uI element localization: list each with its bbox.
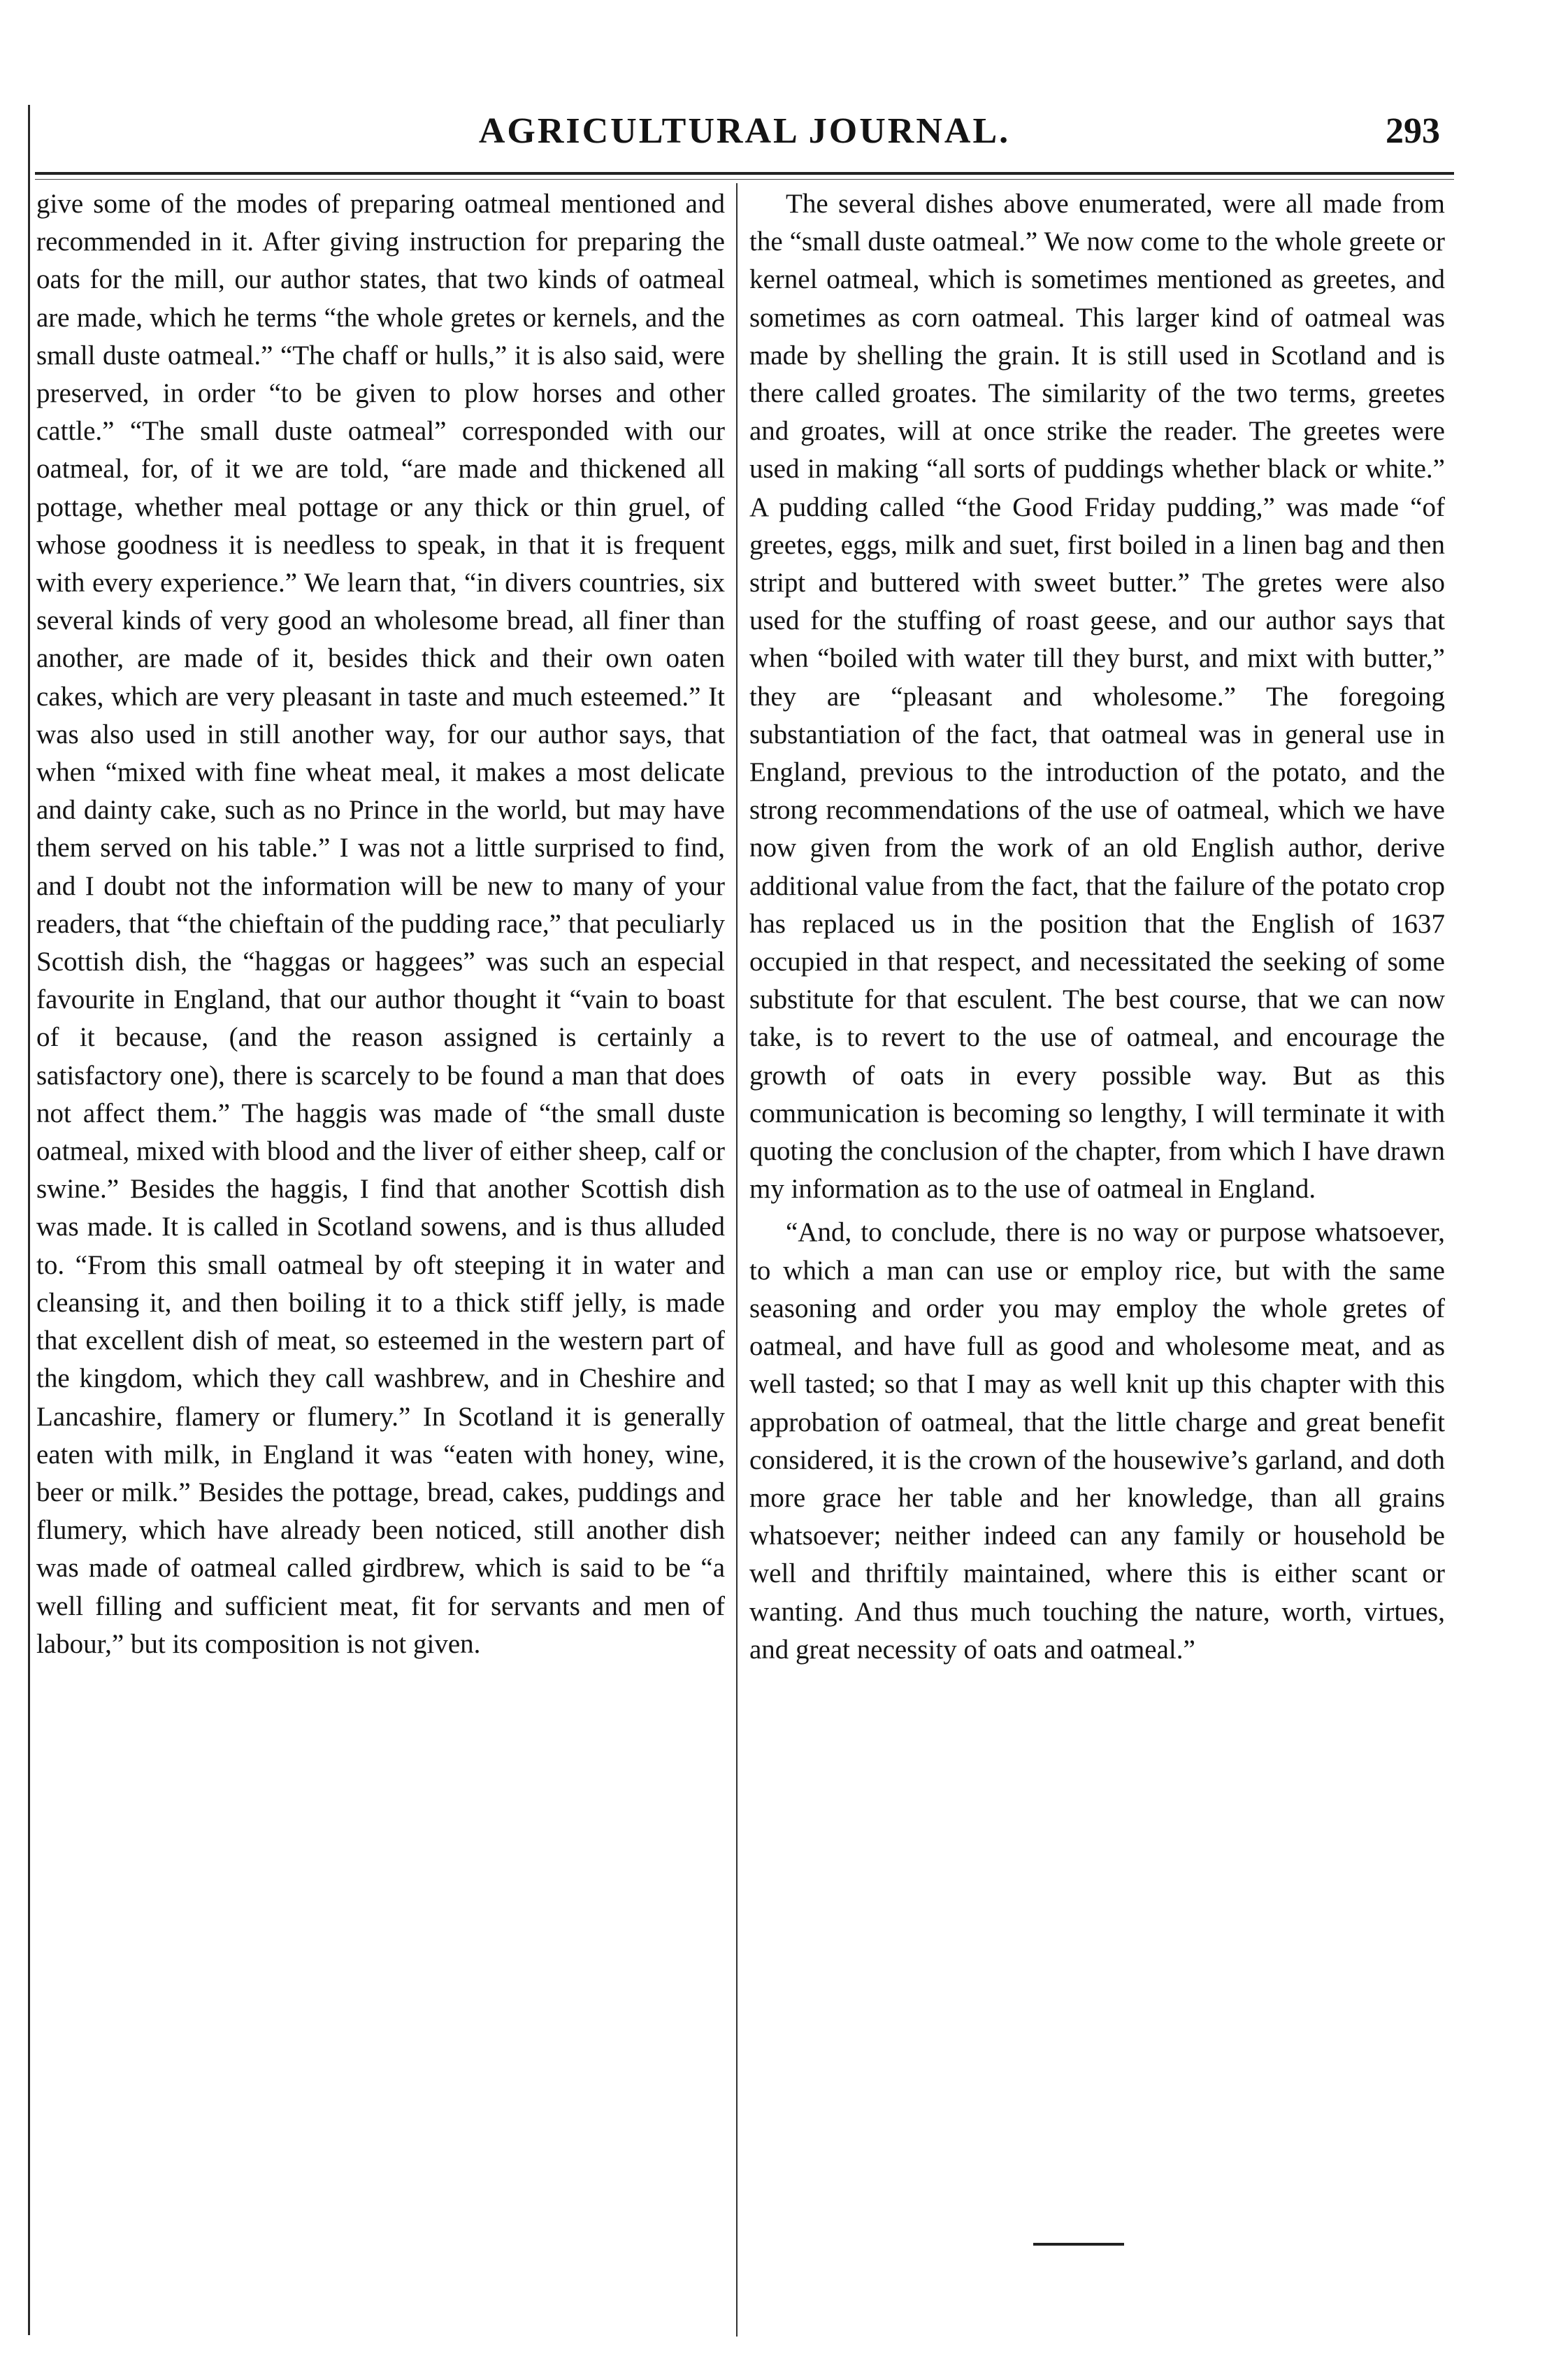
left-column bbox=[36, 185, 725, 1663]
header-rule bbox=[35, 172, 1454, 180]
right-column bbox=[749, 185, 1445, 1669]
left-column-paragraph: give some of the modes of preparing oatmeal mentioned and recommended in it. After giving instruction for preparing the oats for the mill, our author states, that two kinds of oatmeal are made, which he terms “the whole gretes or kernels, and the small duste oatmeal.” “The chaff or hulls,” it is also said, were preserved, in order “to be given to plow horses and other cattle.” “The small duste oatmeal” corresponded with our oatmeal, for, of it we are told, “are made and thickened all pottage, whether meal pottage or any thick or thin gruel, of whose goodness it is needless to speak, in that it is frequent with every experience.” We learn that, “in divers countries, six several kinds of very good an wholesome bread, all finer than another, are made of it, besides thick and their own oaten cakes, which are very pleasant in taste and much esteemed.” It was also used in still another way, for our author says, that when “mixed with fine wheat meal, it makes a most delicate and dainty cake, such as no Prince in the world, but may have them served on his table.” I was not a little surprised to find, and I doubt not the information will be new to many of your readers, that “the chieftain of the pudding race,” that peculiarly Scottish dish, the “haggas or haggees” was such an especial favourite in England, that our author thought it “vain to boast of it because, (and the reason assigned is certainly a satisfactory one), there is scarcely to be found a man that does not affect them.” The haggis was made of “the small duste oatmeal, mixed with blood and the liver of either sheep, calf or swine.” Besides the haggis, I find that another Scottish dish was made. It is called in Scotland sowens, and is thus alluded to. “From this small oatmeal by oft steeping it in water and cleansing it, and then boiling it to a thick stiff jelly, is made that excellent dish of meat, so esteemed in the western part of the kingdom, which they call washbrew, and in Cheshire and Lancashire, flamery or flumery.” In Scotland it is generally eaten with milk, in England it was “eaten with honey, wine, beer or milk.” Besides the pottage, bread, cakes, puddings and flumery, which have already been noticed, still another dish was made of oatmeal called girdbrew, which is said to be “a well filling and sufficient meat, fit for servants and men of labour,” but its composition is not given. bbox=[36, 189, 725, 1659]
right-column-paragraph-2: “And, to conclude, there is no way or purpose whatsoever, to which a man can use or employ rice, but with the same seasoning and order you may employ the whole gretes of oatmeal, and have full as good and wholesome meat, and as well tasted; so that I may as well knit up this chapter with this approbation of oatmeal, that the little charge and great benefit considered, it is the crown of the housewive’s garland, and doth more grace her table and her knowledge, than all grains whatsoever; neither indeed can any family or household be well and thriftily maintained, where this is either scant or wanting. And thus much touching the nature, worth, virtues, and great necessity of oats and oatmeal.” bbox=[749, 1217, 1445, 1665]
right-column-paragraph-1: The several dishes above enumerated, were all made from the “small duste oatmeal.” We now come to the whole greete or kernel oatmeal, which is sometimes mentioned as greetes, and sometimes as corn oatmeal. This larger kind of oatmeal was made by shelling the grain. It is still used in Scotland and is there called groates. The similarity of the two terms, greetes and groates, will at once strike the reader. The greetes were used in making “all sorts of puddings whether black or white.” A pudding called “the Good Friday pudding,” was made “of greetes, eggs, milk and suet, first boiled in a linen bag and then stript and buttered with sweet butter.” The gretes were also used for the stuffing of roast geese, and our author says that when “boiled with water till they burst, and mixt with butter,” they are “pleasant and wholesome.” The foregoing substantiation of the fact, that oatmeal was in general use in England, previous to the introduction of the potato, and the strong recommendations of the use of oatmeal, which we have now given from the work of an old English author, derive additional value from the fact, that the failure of the potato crop has replaced us in the position that the English of 1637 occupied in that respect, and necessitated the seeking of some substitute for that esculent. The best course, that we can now take, is to revert to the use of oatmeal, and encourage the growth of oats in every possible way. But as this communication is becoming so lengthy, I will terminate it with quoting the conclusion of the chapter, from which I have drawn my information as to the use of oatmeal in England. bbox=[749, 189, 1445, 1205]
page-number: 293 bbox=[1386, 111, 1440, 151]
column-divider bbox=[736, 183, 738, 2337]
page-title: AGRICULTURAL JOURNAL. bbox=[478, 111, 1011, 151]
running-header bbox=[35, 105, 1454, 168]
page-edge-shadow bbox=[28, 105, 30, 2335]
article-end-rule bbox=[1033, 2243, 1124, 2246]
